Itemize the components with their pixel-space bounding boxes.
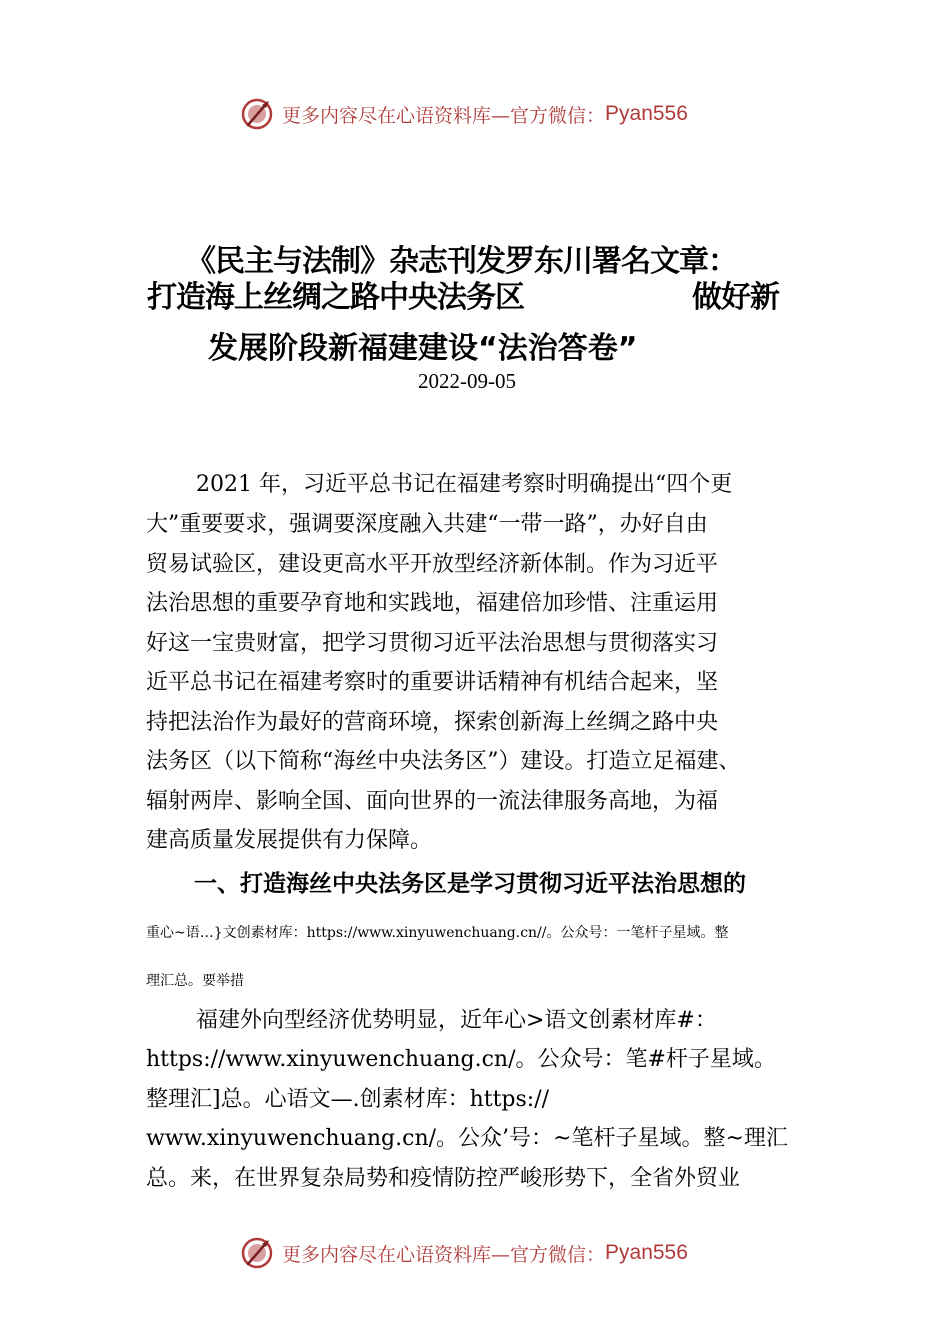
paragraph-2-line: 整理汇]总。心语文—.创素材库：https:// xyxy=(146,1087,550,1112)
watermark-handle: Pyan556 xyxy=(605,102,688,125)
paragraph-2-line: 福建外向型经济优势明显，近年心>语文创素材库#： xyxy=(196,1008,717,1033)
title-line-1: 《民主与法制》杂志刊发罗东川署名文章： xyxy=(186,244,737,279)
paragraph-1-line: 近平总书记在福建考察时的重要讲话精神有机结合起来，坚 xyxy=(146,670,719,695)
paragraph-2-line: www.xinyuwenchuang.cn/。公众’号：~笔杆子星域。整~理汇 xyxy=(146,1126,788,1151)
title-line-3: 发展阶段新福建建设“法治答卷” xyxy=(208,331,638,366)
paragraph-1-line: 好这一宝贵财富，把学习贯彻习近平法治思想与贯彻落实习 xyxy=(146,631,719,656)
title-line-2-left: 打造海上丝绸之路中央法务区 xyxy=(147,280,524,315)
paragraph-2-line: 总。来，在世界复杂局势和疫情防控严峻形势下，全省外贸业 xyxy=(146,1166,741,1191)
quill-seal-icon xyxy=(240,97,274,131)
small-source-line: 重心~语…}文创素材库：https://www.xinyuwenchuang.cn//。公众号：一笔杆子星域。整 xyxy=(146,925,729,941)
watermark-handle: Pyan556 xyxy=(605,1241,688,1264)
watermark-text: 更多内容尽在心语资料库—官方微信： xyxy=(282,1243,606,1266)
paragraph-1-line: 辐射两岸、影响全国、面向世界的一流法律服务高地，为福 xyxy=(146,789,719,814)
paragraph-2-line: https://www.xinyuwenchuang.cn/。公众号：笔#杆子星域。 xyxy=(146,1047,776,1072)
paragraph-1-line: 大”重要要求，强调要深度融入共建“一带一路”，办好自由 xyxy=(146,512,708,537)
watermark-banner-bottom xyxy=(240,1233,740,1273)
watermark-text: 更多内容尽在心语资料库—官方微信： xyxy=(282,104,606,127)
paragraph-1-line: 法务区（以下简称“海丝中央法务区”）建设。打造立足福建、 xyxy=(146,749,741,774)
title-line-2-right: 做好新 xyxy=(692,280,779,315)
paragraph-1-line: 持把法治作为最好的营商环境，探索创新海上丝绸之路中央 xyxy=(146,710,719,735)
small-source-line: 理汇总。要举措 xyxy=(146,973,244,989)
paragraph-1-line: 贸易试验区，建设更高水平开放型经济新体制。作为习近平 xyxy=(146,552,719,577)
section-heading-1: 一、打造海丝中央法务区是学习贯彻习近平法治思想的 xyxy=(194,871,746,897)
paragraph-1-line: 法治思想的重要孕育地和实践地，福建倍加珍惜、注重运用 xyxy=(146,591,719,616)
publish-date: 2022-09-05 xyxy=(418,369,516,393)
paragraph-1-line: 建高质量发展提供有力保障。 xyxy=(146,828,433,853)
paragraph-1-line: 2021 年，习近平总书记在福建考察时明确提出“四个更 xyxy=(196,472,733,497)
quill-seal-icon xyxy=(240,1236,274,1270)
watermark-banner-top xyxy=(240,94,740,134)
